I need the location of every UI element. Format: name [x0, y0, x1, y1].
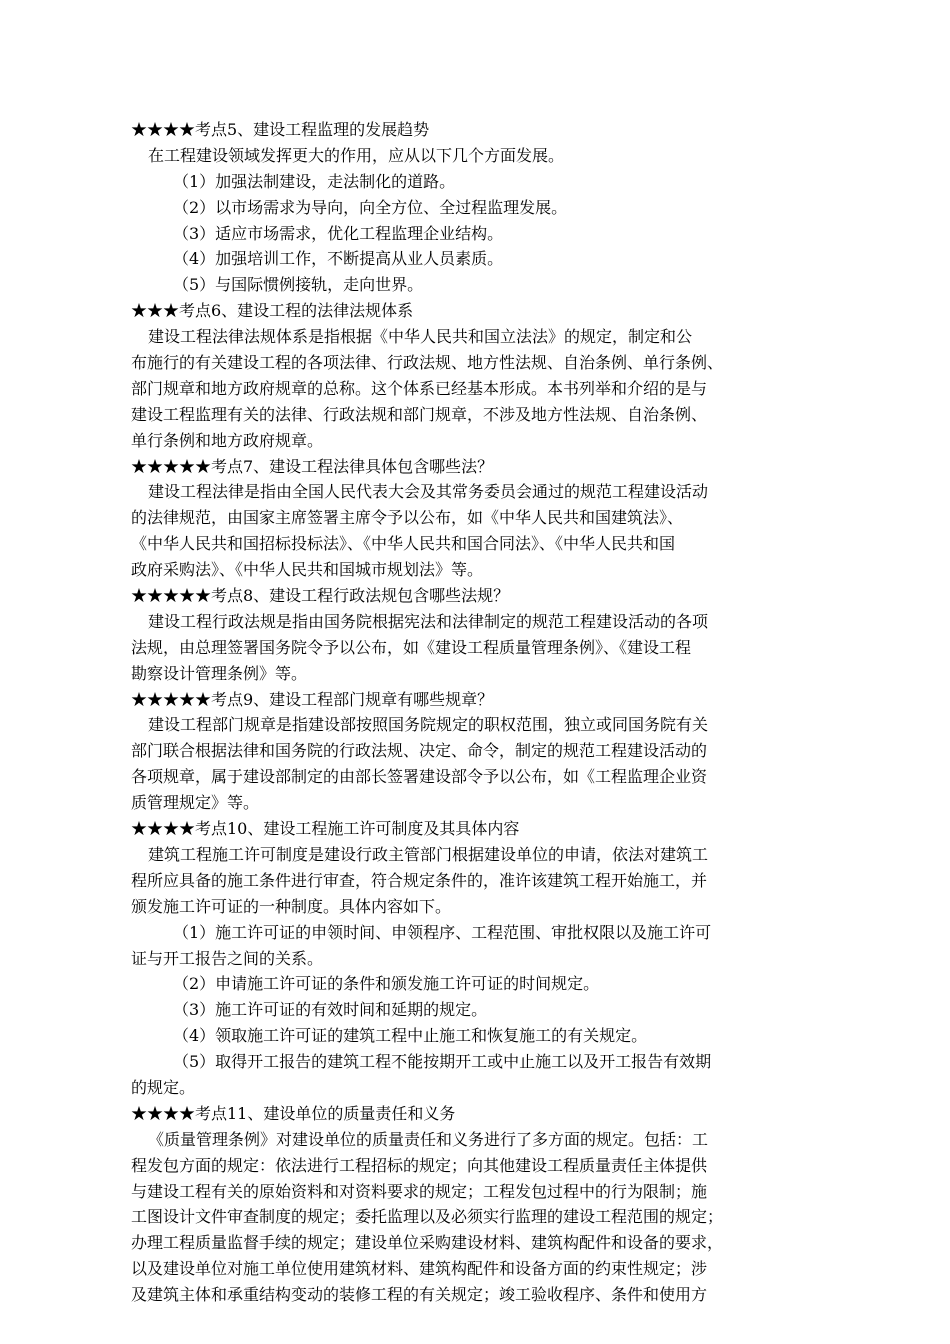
- text-line: 布施行的有关建设工程的各项法律、行政法规、地方性法规、自治条例、单行条例、: [131, 353, 724, 373]
- text-line: 的法律规范，由国家主席签署主席令予以公布，如《中华人民共和国建筑法》、: [131, 508, 684, 528]
- text-line: 法规，由总理签署国务院令予以公布，如《建设工程质量管理条例》、《建设工程: [131, 637, 692, 657]
- text-line: 部门联合根据法律和国务院的行政法规、决定、命令，制定的规范工程建设活动的: [131, 741, 708, 761]
- text-line: 程发包方面的规定：依法进行工程招标的规定；向其他建设工程质量责任主体提供: [131, 1155, 708, 1175]
- text-line: 以及建设单位对施工单位使用建筑材料、建筑构配件和设备方面的约束性规定；涉: [131, 1259, 708, 1279]
- text-line: （4）加强培训工作，不断提高从业人员素质。: [173, 249, 504, 269]
- text-line: 工图设计文件审查制度的规定；委托监理以及必须实行监理的建设工程范围的规定；: [131, 1207, 724, 1227]
- section-heading: ★★★★考点11、建设单位的质量责任和义务: [131, 1103, 456, 1123]
- text-line: 建设工程法律法规体系是指根据《中华人民共和国立法法》的规定，制定和公: [148, 327, 693, 347]
- section-heading: ★★★★考点10、建设工程施工许可制度及其具体内容: [131, 819, 520, 839]
- text-line: 建设工程法律是指由全国人民代表大会及其常务委员会通过的规范工程建设活动: [148, 482, 709, 502]
- text-line: （1）施工许可证的申领时间、申领程序、工程范围、审批权限以及施工许可: [173, 922, 712, 942]
- text-line: （3）施工许可证的有效时间和延期的规定。: [173, 1000, 488, 1020]
- text-line: 建设工程部门规章是指建设部按照国务院规定的职权范围，独立或同国务院有关: [148, 715, 709, 735]
- text-line: 《中华人民共和国招标投标法》、《中华人民共和国合同法》、《中华人民共和国: [131, 534, 676, 554]
- section-heading: ★★★★★考点8、建设工程行政法规包含哪些法规？: [131, 586, 510, 606]
- text-line: 建设工程监理有关的法律、行政法规和部门规章，不涉及地方性法规、自治条例、: [131, 404, 708, 424]
- text-line: （4）领取施工许可证的建筑工程中止施工和恢复施工的有关规定。: [173, 1026, 648, 1046]
- text-line: 及建筑主体和承重结构变动的装修工程的有关规定；竣工验收程序、条件和使用方: [131, 1285, 708, 1305]
- text-line: （2）申请施工许可证的条件和颁发施工许可证的时间规定。: [173, 974, 600, 994]
- section-heading: ★★★考点6、建设工程的法律法规体系: [131, 301, 414, 321]
- section-heading: ★★★★★考点9、建设工程部门规章有哪些规章？: [131, 689, 494, 709]
- text-line: 政府采购法》、《中华人民共和国城市规划法》等。: [131, 560, 484, 580]
- document-body: [131, 117, 821, 1308]
- text-line: 勘察设计管理条例》等。: [131, 663, 308, 683]
- text-line: 程所应具备的施工条件进行审查，符合规定条件的，准许该建筑工程开始施工，并: [131, 870, 708, 890]
- text-line: 的规定。: [131, 1077, 196, 1097]
- text-line: 办理工程质量监督手续的规定；建设单位采购建设材料、建筑构配件和设备的要求，: [131, 1233, 724, 1253]
- text-line: 证与开工报告之间的关系。: [131, 948, 324, 968]
- text-line: （3）适应市场需求，优化工程监理企业结构。: [173, 223, 504, 243]
- text-line: 《质量管理条例》对建设单位的质量责任和义务进行了多方面的规定。包括：工: [148, 1129, 709, 1149]
- text-line: 建设工程行政法规是指由国务院根据宪法和法律制定的规范工程建设活动的各项: [148, 611, 709, 631]
- text-line: 颁发施工许可证的一种制度。具体内容如下。: [131, 896, 452, 916]
- text-line: 与建设工程有关的原始资料和对资料要求的规定；工程发包过程中的行为限制；施: [131, 1181, 708, 1201]
- text-line: 单行条例和地方政府规章。: [131, 430, 324, 450]
- text-line: （5）与国际惯例接轨，走向世界。: [173, 275, 424, 295]
- text-line: 部门规章和地方政府规章的总称。这个体系已经基本形成。本书列举和介绍的是与: [131, 378, 708, 398]
- section-heading: ★★★★考点5、建设工程监理的发展趋势: [131, 120, 430, 139]
- text-line: 建筑工程施工许可制度是建设行政主管部门根据建设单位的申请，依法对建筑工: [148, 844, 709, 864]
- text-line: （5）取得开工报告的建筑工程不能按期开工或中止施工以及开工报告有效期: [173, 1052, 712, 1072]
- text-line: （2）以市场需求为导向，向全方位、全过程监理发展。: [173, 197, 568, 217]
- text-line: 质管理规定》等。: [131, 793, 260, 813]
- text-line: 各项规章，属于建设部制定的由部长签署建设部令予以公布，如《工程监理企业资: [131, 767, 708, 787]
- section-heading: ★★★★★考点7、建设工程法律具体包含哪些法？: [131, 456, 494, 476]
- text-line: （1）加强法制建设，走法制化的道路。: [173, 171, 456, 191]
- text-line: 在工程建设领域发挥更大的作用，应从以下几个方面发展。: [148, 145, 565, 165]
